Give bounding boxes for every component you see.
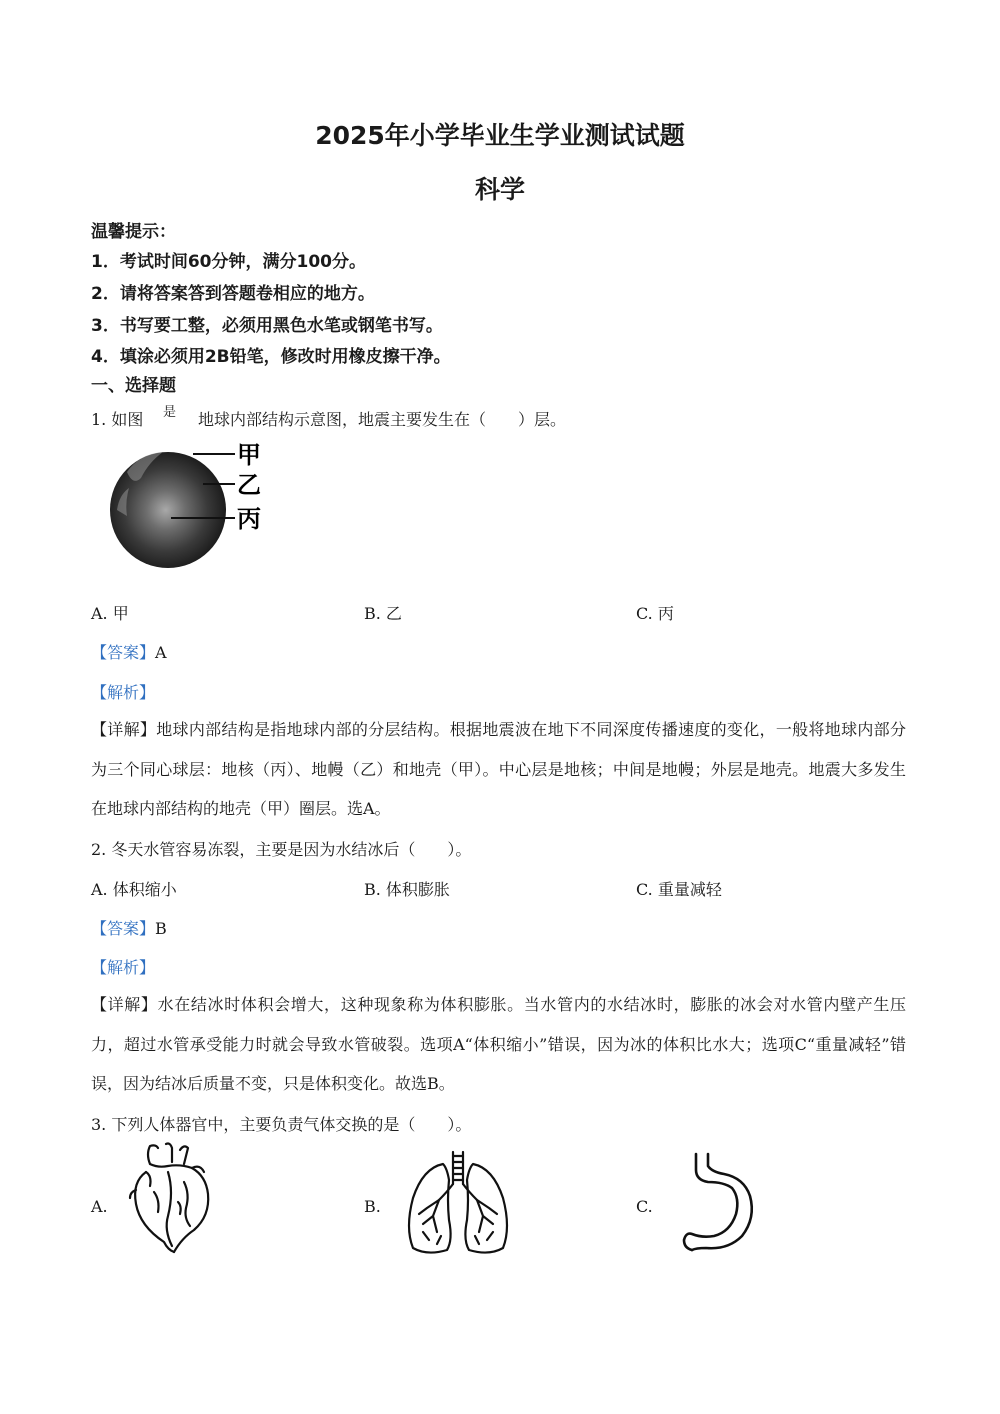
notice-item: 3．书写要工整，必须用黑色水笔或钢笔书写。 xyxy=(91,316,443,336)
option-c: C. xyxy=(636,1197,653,1216)
answer-tag: 【答案】 xyxy=(91,643,156,662)
label-yi: 乙 xyxy=(237,471,261,499)
earth-sphere xyxy=(110,452,226,568)
detail-tag: 【详解】 xyxy=(91,995,158,1014)
notice-item: 4．填涂必须用2B铅笔，修改时用橡皮擦干净。 xyxy=(91,347,451,367)
answer-tag: 【答案】 xyxy=(91,919,156,938)
earth-structure-figure xyxy=(105,440,275,580)
analysis-tag: 【解析】 xyxy=(91,958,156,977)
option-c: C. 重量减轻 xyxy=(636,880,722,899)
answer-row xyxy=(91,640,167,663)
question-1-stem-mark: 是 xyxy=(163,405,177,420)
notice-item: 1．考试时间60分钟，满分100分。 xyxy=(91,252,366,272)
detail-text: 地球内部结构是指地球内部的分层结构。根据地震波在地下不同深度传播速度的变化，一般将地球内部分为三个同心球层：地核（丙）、地幔（乙）和地壳（甲）。中心层是地核；中间是地幔；外层是地壳。地震大多发生在地球内部结构的地壳（甲）圈层。选A。 xyxy=(91,720,906,818)
analysis-tag: 【解析】 xyxy=(91,683,156,702)
detail-tag: 【详解】 xyxy=(91,720,157,739)
section-heading: 一、选择题 xyxy=(91,376,176,396)
detail-text: 水在结冰时体积会增大，这种现象称为体积膨胀。当水管内的水结冰时，膨胀的冰会对水管内壁产生压力，超过水管承受能力时就会导致水管破裂。选项A“体积缩小”错误，因为冰的体积比水大；选项C“重量减轻”错误，因为结冰后质量不变，只是体积变化。故选B。 xyxy=(91,995,906,1093)
question-1-stem-suffix: 地球内部结构示意图，地震主要发生在（ ）层。 xyxy=(198,410,567,429)
option-a: A. 体积缩小 xyxy=(91,880,177,899)
option-c: C. 丙 xyxy=(636,604,674,623)
stomach-figure xyxy=(678,1152,758,1254)
notice-item: 2．请将答案答到答题卷相应的地方。 xyxy=(91,284,375,304)
answer-row xyxy=(91,916,167,939)
option-b: B. 乙 xyxy=(364,604,402,623)
lungs-figure xyxy=(403,1150,515,1262)
question-2-stem: 2. 冬天水管容易冻裂，主要是因为水结冰后（ ）。 xyxy=(91,840,472,859)
option-a: A. xyxy=(91,1197,108,1216)
option-b: B. 体积膨胀 xyxy=(364,880,450,899)
answer-value: B xyxy=(155,919,167,938)
exam-title: 2025年小学毕业生学业测试试题 xyxy=(315,121,685,150)
notice-heading: 温馨提示： xyxy=(91,222,176,242)
detail-paragraph xyxy=(91,985,906,1104)
label-jia: 甲 xyxy=(237,441,261,469)
answer-value: A xyxy=(155,643,167,662)
subject-title: 科学 xyxy=(474,175,525,204)
option-b: B. xyxy=(364,1197,381,1216)
option-a: A. 甲 xyxy=(91,604,129,623)
detail-paragraph xyxy=(91,710,906,829)
question-1-stem-prefix: 1. 如图 xyxy=(91,410,144,429)
question-3-stem: 3. 下列人体器官中，主要负责气体交换的是（ ）。 xyxy=(91,1115,472,1134)
heart-figure xyxy=(128,1142,214,1254)
label-bing: 丙 xyxy=(237,505,261,533)
